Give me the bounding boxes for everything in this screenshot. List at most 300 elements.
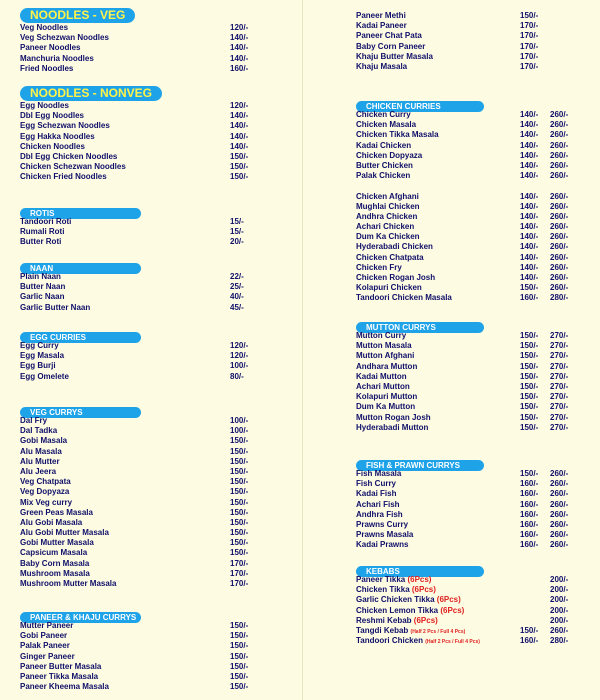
item-name: Mutton Curry — [356, 331, 407, 340]
item-name: Mix Veg curry — [20, 497, 73, 507]
item-price-full: 200/- — [550, 595, 569, 605]
item-price: 150/- — [520, 469, 539, 478]
item-name: Khaju Masala — [356, 61, 408, 71]
menu-list-egg-curries — [20, 341, 290, 382]
item-price: 140/- — [230, 141, 249, 151]
item-price: 170/- — [230, 558, 249, 568]
menu-item — [356, 161, 596, 171]
menu-item — [356, 192, 596, 202]
item-price: 140/- — [520, 171, 539, 181]
item-name: Dum Ka Chicken — [356, 232, 420, 242]
menu-item — [356, 263, 596, 273]
menu-item — [356, 520, 596, 530]
menu-item — [20, 672, 290, 682]
menu-item — [20, 292, 290, 302]
menu-item — [356, 222, 596, 232]
menu-item — [20, 498, 290, 508]
menu-item — [20, 23, 290, 33]
section-noodles-veg — [20, 6, 290, 73]
item-price: 160/- — [520, 293, 539, 303]
menu-list-fish-prawn — [356, 469, 596, 551]
section-header-mutton-currys: MUTTON CURRYS — [356, 322, 484, 333]
item-name: Kadai Mutton — [356, 371, 407, 381]
menu-item — [20, 631, 290, 641]
item-price-full: 260/- — [550, 130, 569, 140]
menu-item — [356, 331, 596, 341]
item-name: Paneer Noodles — [20, 43, 81, 53]
item-price-full: 200/- — [550, 615, 569, 625]
menu-item — [356, 423, 596, 433]
item-name: Kadai Paneer — [356, 21, 407, 31]
item-price-full: 280/- — [550, 636, 569, 646]
menu-item — [356, 110, 596, 120]
item-price: 150/- — [520, 625, 539, 635]
menu-item — [356, 585, 596, 595]
item-price: 150/- — [230, 641, 249, 651]
item-name: Garlic Butter Naan — [20, 302, 91, 312]
section-mutton-currys — [356, 317, 596, 432]
item-price: 150/- — [230, 151, 249, 161]
item-price-full: 260/- — [550, 160, 569, 170]
item-name: Prawns Curry — [356, 519, 409, 529]
section-header-naan: NAAN — [20, 263, 141, 274]
item-price: 22/- — [230, 272, 244, 281]
menu-item — [356, 181, 596, 191]
item-name: Chicken Dopyaza — [356, 150, 423, 160]
item-price-full: 260/- — [550, 150, 569, 160]
item-price: 140/- — [520, 273, 539, 282]
item-name: Dbl Egg Noodles — [20, 111, 84, 121]
item-price: 150/- — [520, 422, 539, 432]
item-name: Egg Schezwan Noodles — [20, 121, 110, 131]
item-price: 100/- — [230, 426, 249, 436]
item-price-full: 270/- — [550, 331, 569, 340]
menu-item — [356, 202, 596, 212]
menu-list-veg-currys — [20, 416, 290, 589]
item-price: 150/- — [520, 402, 539, 412]
menu-item — [20, 621, 290, 631]
menu-list-noodles-nonveg — [20, 101, 290, 183]
item-price: 140/- — [520, 211, 539, 221]
section-header-fish-prawn: FISH & PRAWN CURRYS — [356, 460, 484, 471]
item-name: Paneer Butter Masala — [20, 661, 102, 671]
menu-item — [20, 487, 290, 497]
item-price-full: 260/- — [550, 489, 569, 499]
menu-item — [356, 341, 596, 351]
item-price: 140/- — [520, 262, 539, 272]
item-name: Andhra Chicken — [356, 211, 418, 221]
menu-item — [356, 402, 596, 412]
section-fish-prawn — [356, 455, 596, 550]
item-price: 150/- — [230, 631, 249, 641]
menu-item — [356, 382, 596, 392]
menu-item — [20, 538, 290, 548]
item-price: 160/- — [520, 530, 539, 540]
item-price: 150/- — [230, 436, 249, 446]
menu-list-naan — [20, 272, 290, 313]
menu-list-chicken-curries — [356, 110, 596, 304]
column-divider — [302, 0, 303, 700]
menu-item — [20, 447, 290, 457]
item-name: Kadai Chicken — [356, 140, 412, 150]
item-note: (Half 2 Pcs / Full 4 Pcs) — [410, 628, 466, 635]
item-name: Plain Naan — [20, 272, 61, 281]
item-price: 150/- — [230, 517, 249, 527]
menu-item — [356, 540, 596, 550]
section-header-veg-currys: VEG CURRYS — [20, 407, 141, 418]
item-price: 15/- — [230, 227, 244, 237]
item-price: 150/- — [230, 528, 249, 538]
menu-item — [356, 595, 596, 605]
item-name: Mutton Rogan Josh — [356, 412, 431, 422]
item-price: 25/- — [230, 282, 244, 292]
item-name: Tangdi Kebab — [356, 625, 411, 635]
item-name: Egg Burji — [20, 361, 56, 371]
item-name: Paneer Chat Pata — [356, 31, 422, 41]
item-name: Kadai Prawns — [356, 540, 409, 550]
item-name: Chicken Rogan Josh — [356, 273, 436, 282]
menu-list-paneer-cont — [356, 11, 596, 72]
item-name: Andhra Fish — [356, 509, 403, 519]
menu-item — [356, 413, 596, 423]
menu-item — [20, 101, 290, 111]
item-price: 140/- — [230, 33, 249, 43]
item-name: Andhara Mutton — [356, 361, 418, 371]
item-price: 150/- — [520, 331, 539, 340]
item-price: 120/- — [230, 351, 249, 361]
section-header-noodles-nonveg: NOODLES - NONVEG — [20, 86, 162, 101]
menu-item — [20, 426, 290, 436]
item-name: Butter Chicken — [356, 160, 413, 170]
section-chicken-curries — [356, 96, 596, 303]
item-name: Garlic Naan — [20, 292, 65, 302]
menu-item — [20, 662, 290, 672]
menu-item — [356, 273, 596, 283]
section-header-chicken-curries: CHICKEN CURRIES — [356, 101, 484, 112]
menu-item — [20, 528, 290, 538]
section-egg-curries — [20, 327, 290, 381]
item-name: Gobi Mutter Masala — [20, 538, 94, 548]
menu-item — [20, 518, 290, 528]
item-price: 160/- — [230, 63, 249, 73]
item-price: 160/- — [520, 540, 539, 550]
menu-item — [356, 130, 596, 140]
item-price-full: 270/- — [550, 412, 569, 422]
menu-item — [356, 626, 596, 636]
menu-item — [20, 152, 290, 162]
menu-item — [20, 436, 290, 446]
item-price: 170/- — [520, 51, 539, 61]
item-price-full: 260/- — [550, 171, 569, 181]
menu-item — [20, 303, 290, 313]
menu-item — [20, 121, 290, 131]
item-price: 150/- — [230, 466, 249, 476]
item-name: Egg Masala — [20, 351, 65, 361]
item-price: 150/- — [520, 283, 539, 293]
item-name: Chicken Noodles — [20, 141, 85, 151]
item-name: Reshmi Kebab — [356, 615, 414, 625]
item-price-full: 260/- — [550, 191, 569, 201]
menu-item — [20, 569, 290, 579]
item-price: 170/- — [520, 31, 539, 41]
menu-item — [20, 508, 290, 518]
menu-item — [20, 467, 290, 477]
item-price-full: 260/- — [550, 499, 569, 509]
menu-item — [20, 54, 290, 64]
menu-item — [356, 479, 596, 489]
item-price-full: 280/- — [550, 293, 569, 303]
item-price-full: 270/- — [550, 341, 569, 351]
menu-item — [20, 162, 290, 172]
item-name: Manchuria Noodles — [20, 53, 94, 63]
menu-item — [20, 372, 290, 382]
item-note: (6Pcs) — [436, 595, 461, 605]
menu-item — [20, 477, 290, 487]
menu-list-mutton-currys — [356, 331, 596, 433]
item-name: Chicken Lemon Tikka — [356, 605, 441, 615]
item-price: 140/- — [520, 140, 539, 150]
item-name: Egg Hakka Noodles — [20, 131, 95, 141]
menu-item — [20, 64, 290, 74]
item-price: 150/- — [230, 446, 249, 456]
item-name: Chicken Tikka Masala — [356, 130, 439, 140]
item-name: Dbl Egg Chicken Noodles — [20, 151, 118, 161]
item-name: Mutton Masala — [356, 341, 412, 351]
item-name: Chicken Fried Noodles — [20, 172, 107, 182]
menu-item — [356, 141, 596, 151]
item-name: Palak Paneer — [20, 641, 70, 651]
item-price: 120/- — [230, 23, 249, 32]
section-header-kebabs: KEBABS — [356, 566, 484, 577]
menu-item — [356, 606, 596, 616]
item-price-full: 260/- — [550, 469, 569, 478]
menu-item — [356, 171, 596, 181]
item-price: 170/- — [520, 41, 539, 51]
item-name: Kadai Fish — [356, 489, 397, 499]
item-name: Veg Noodles — [20, 23, 69, 32]
item-price-full: 260/- — [550, 273, 569, 282]
item-price: 140/- — [520, 150, 539, 160]
menu-item — [356, 62, 596, 72]
item-price: 140/- — [520, 130, 539, 140]
item-name: Mutton Afghani — [356, 351, 415, 361]
item-name: Fried Noodles — [20, 63, 74, 73]
item-price: 150/- — [520, 11, 539, 20]
item-price-full: 260/- — [550, 479, 569, 489]
menu-item — [20, 43, 290, 53]
item-price-full: 260/- — [550, 110, 569, 119]
item-price: 100/- — [230, 361, 249, 371]
item-name: Paneer Tikka Masala — [20, 671, 99, 681]
menu-item — [20, 227, 290, 237]
menu-item — [356, 500, 596, 510]
item-name: Chicken Tikka — [356, 585, 412, 595]
item-price: 140/- — [520, 110, 539, 119]
menu-item — [356, 212, 596, 222]
item-name: Rumali Roti — [20, 227, 65, 237]
item-price: 150/- — [520, 371, 539, 381]
menu-item — [356, 616, 596, 626]
item-name: Garlic Chicken Tikka — [356, 595, 437, 605]
section-noodles-nonveg — [20, 84, 290, 182]
item-price: 140/- — [520, 201, 539, 211]
menu-item — [356, 283, 596, 293]
item-price-full: 260/- — [550, 509, 569, 519]
item-price-full: 260/- — [550, 625, 569, 635]
item-price: 170/- — [520, 61, 539, 71]
item-price: 160/- — [520, 509, 539, 519]
item-price-full: 270/- — [550, 392, 569, 402]
item-name: Tandoori Chicken Masala — [356, 293, 452, 303]
item-price: 150/- — [230, 162, 249, 172]
item-name: Hyderabadi Mutton — [356, 422, 429, 432]
item-name: Capsicum Masala — [20, 548, 88, 558]
item-name: Paneer Kheema Masala — [20, 682, 109, 692]
item-name: Veg Dopyaza — [20, 487, 70, 497]
menu-item — [20, 142, 290, 152]
item-price-full: 260/- — [550, 201, 569, 211]
menu-item — [356, 11, 596, 21]
section-header-noodles-veg: NOODLES - VEG — [20, 8, 135, 23]
menu-item — [356, 120, 596, 130]
item-price: 160/- — [520, 519, 539, 529]
item-name: Kolapuri Chicken — [356, 283, 422, 293]
item-name: Chicken Schezwan Noodles — [20, 162, 126, 172]
item-name: Veg Schezwan Noodles — [20, 33, 109, 43]
item-price: 120/- — [230, 101, 249, 110]
menu-item — [356, 351, 596, 361]
menu-list-noodles-veg — [20, 23, 290, 74]
item-price-full: 260/- — [550, 211, 569, 221]
item-name: Dal Tadka — [20, 426, 58, 436]
item-name: Baby Corn Paneer — [356, 41, 426, 51]
item-price-full: 260/- — [550, 262, 569, 272]
item-price: 150/- — [520, 351, 539, 361]
item-note: (6Pcs) — [411, 585, 436, 595]
menu-item — [20, 559, 290, 569]
menu-list-paneer-khaju — [20, 621, 290, 692]
item-name: Mutter Paneer — [20, 621, 74, 630]
menu-item — [20, 33, 290, 43]
item-price: 150/- — [230, 456, 249, 466]
item-price: 150/- — [230, 497, 249, 507]
item-price-full: 200/- — [550, 585, 569, 595]
item-name: Chicken Chatpata — [356, 252, 424, 262]
item-note: (6Pcs) — [413, 615, 438, 625]
item-price-full: 270/- — [550, 422, 569, 432]
menu-item — [20, 579, 290, 589]
item-price: 150/- — [230, 661, 249, 671]
item-price-full: 270/- — [550, 402, 569, 412]
section-header-paneer-khaju: PANEER & KHAJU CURRYS — [20, 612, 141, 623]
item-price: 15/- — [230, 217, 244, 226]
item-name: Fish Masala — [356, 469, 402, 478]
item-price: 100/- — [230, 416, 249, 425]
item-name: Prawns Masala — [356, 530, 414, 540]
menu-item — [20, 548, 290, 558]
item-name: Chicken Curry — [356, 110, 411, 119]
menu-item — [20, 111, 290, 121]
item-price: 150/- — [230, 682, 249, 692]
item-name: Paneer Tikka — [356, 575, 408, 584]
item-name: Achari Fish — [356, 499, 400, 509]
item-price: 140/- — [230, 43, 249, 53]
item-price: 160/- — [520, 489, 539, 499]
item-name: Alu Masala — [20, 446, 62, 456]
item-price: 140/- — [520, 232, 539, 242]
item-price-full: 260/- — [550, 120, 569, 130]
menu-item — [356, 575, 596, 585]
item-price: 170/- — [520, 21, 539, 31]
menu-item — [356, 372, 596, 382]
item-name: Ginger Paneer — [20, 651, 75, 661]
item-name: Mushroom Mutter Masala — [20, 579, 117, 588]
item-name: Butter Naan — [20, 282, 66, 292]
menu-item — [20, 457, 290, 467]
item-price: 160/- — [520, 479, 539, 489]
item-name: Chicken Fry — [356, 262, 402, 272]
item-name: Kolapuri Mutton — [356, 392, 418, 402]
menu-item — [356, 42, 596, 52]
menu-item — [356, 151, 596, 161]
item-name: Dum Ka Mutton — [356, 402, 416, 412]
item-name: Alu Mutter — [20, 456, 60, 466]
menu-item — [20, 652, 290, 662]
item-price: 140/- — [520, 191, 539, 201]
item-name: Alu Gobi Mutter Masala — [20, 528, 109, 538]
item-price: 150/- — [230, 671, 249, 681]
item-price: 150/- — [230, 507, 249, 517]
item-name: Green Peas Masala — [20, 507, 93, 517]
item-name: Paneer Methi — [356, 11, 406, 20]
menu-item — [20, 351, 290, 361]
menu-item — [356, 31, 596, 41]
item-name: Egg Noodles — [20, 101, 69, 110]
item-price: 150/- — [230, 487, 249, 497]
item-price-full: 200/- — [550, 605, 569, 615]
menu-item — [20, 641, 290, 651]
item-price: 40/- — [230, 292, 244, 302]
item-price: 150/- — [230, 651, 249, 661]
item-price-full: 260/- — [550, 283, 569, 293]
item-price: 150/- — [520, 392, 539, 402]
item-price: 140/- — [520, 160, 539, 170]
menu-item — [20, 416, 290, 426]
item-price-full: 260/- — [550, 222, 569, 232]
menu-item — [356, 392, 596, 402]
item-name: Gobi Masala — [20, 436, 68, 446]
item-price: 140/- — [230, 111, 249, 121]
item-price: 170/- — [230, 568, 249, 578]
menu-item — [356, 293, 596, 303]
item-name: Chicken Masala — [356, 120, 417, 130]
menu-item — [20, 682, 290, 692]
item-price: 80/- — [230, 371, 244, 381]
item-name: Palak Chicken — [356, 171, 411, 181]
item-note: (Half 2 Pcs / Full 4 Pcs) — [425, 639, 480, 646]
item-name: Tandoori Chicken — [356, 636, 426, 646]
item-price: 140/- — [520, 120, 539, 130]
item-price-full: 200/- — [550, 575, 569, 584]
menu-item — [356, 253, 596, 263]
item-name: Butter Roti — [20, 237, 62, 247]
item-price: 140/- — [520, 252, 539, 262]
item-price-full: 270/- — [550, 361, 569, 371]
item-price-full: 270/- — [550, 351, 569, 361]
item-name: Chicken Afghani — [356, 191, 419, 201]
item-price: 150/- — [230, 477, 249, 487]
item-price: 150/- — [230, 548, 249, 558]
